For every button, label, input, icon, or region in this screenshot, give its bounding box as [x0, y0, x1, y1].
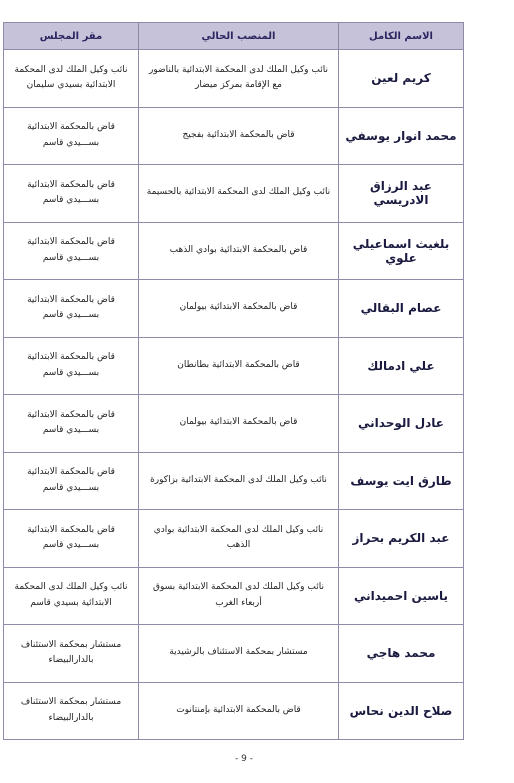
- cell-current-position: قاض بالمحكمة الابتدائية بوادي الذهب: [139, 222, 339, 280]
- cell-current-position: نائب وكيل الملك لدى المحكمة الابتدائية بوادي الذهب: [139, 510, 339, 568]
- page-number: - 9 -: [235, 754, 253, 764]
- header-current-position: المنصب الحالي: [139, 23, 339, 50]
- cell-full-name: محمد هاجي: [339, 625, 464, 683]
- cell-full-name: صلاح الدين نحاس: [339, 682, 464, 740]
- table-row: [4, 625, 464, 683]
- cell-council-seat: نائب وكيل الملك لدى المحكمة الابتدائية بسيدي سليمان: [4, 50, 139, 108]
- cell-full-name: كريم لعين: [339, 50, 464, 108]
- cell-current-position: نائب وكيل الملك لدى المحكمة الابتدائية بسوق أربعاء الغرب: [139, 567, 339, 625]
- cell-full-name: طارق ايت يوسف: [339, 452, 464, 510]
- cell-current-position: مستشار بمحكمة الاستئناف بالرشيدية: [139, 625, 339, 683]
- cell-full-name: علي ادمالك: [339, 337, 464, 395]
- table-row: [4, 510, 464, 568]
- cell-current-position: قاض بالمحكمة الابتدائية بفجيج: [139, 107, 339, 165]
- header-council-seat: مقر المجلس: [4, 23, 139, 50]
- header-full-name: الاسم الكامل: [339, 23, 464, 50]
- cell-council-seat: قاض بالمحكمة الابتدائية بســـيدي قاسم: [4, 510, 139, 568]
- cell-council-seat: قاض بالمحكمة الابتدائية بســـيدي قاسم: [4, 395, 139, 453]
- cell-full-name: عبد الرزاق الادريسي: [339, 165, 464, 223]
- table-row: [4, 107, 464, 165]
- cell-full-name: عادل الوحداني: [339, 395, 464, 453]
- cell-full-name: محمد انوار يوسفي: [339, 107, 464, 165]
- cell-council-seat: قاض بالمحكمة الابتدائية بســـيدي قاسم: [4, 107, 139, 165]
- cell-full-name: ياسين احميداني: [339, 567, 464, 625]
- table-row: [4, 337, 464, 395]
- cell-council-seat: مستشار بمحكمة الاستئناف بالدارالبيضاء: [4, 625, 139, 683]
- table-row: [4, 452, 464, 510]
- cell-council-seat: قاض بالمحكمة الابتدائية بســـيدي قاسم: [4, 222, 139, 280]
- table-row: [4, 165, 464, 223]
- cell-current-position: قاض بالمحكمة الابتدائية بإمنتانوت: [139, 682, 339, 740]
- cell-council-seat: نائب وكيل الملك لدى المحكمة الابتدائية بسيدي قاسم: [4, 567, 139, 625]
- cell-council-seat: قاض بالمحكمة الابتدائية بســـيدي قاسم: [4, 280, 139, 338]
- cell-current-position: نائب وكيل الملك لدى المحكمة الابتدائية بالناضور مع الإقامة بمركز ميضار: [139, 50, 339, 108]
- cell-council-seat: قاض بالمحكمة الابتدائية بســـيدي قاسم: [4, 165, 139, 223]
- cell-full-name: عصام البقالي: [339, 280, 464, 338]
- cell-current-position: نائب وكيل الملك لدى المحكمة الابتدائية بالحسيمة: [139, 165, 339, 223]
- cell-current-position: نائب وكيل الملك لدى المحكمة الابتدائية بزاكورة: [139, 452, 339, 510]
- table-row: [4, 395, 464, 453]
- appointments-table-container: [3, 22, 463, 740]
- table-row: [4, 222, 464, 280]
- table-row: [4, 50, 464, 108]
- table-row: [4, 567, 464, 625]
- cell-council-seat: قاض بالمحكمة الابتدائية بســـيدي قاسم: [4, 337, 139, 395]
- table-row: [4, 682, 464, 740]
- cell-full-name: عبد الكريم بحراز: [339, 510, 464, 568]
- table-row: [4, 280, 464, 338]
- appointments-table: [3, 22, 464, 740]
- cell-current-position: قاض بالمحكمة الابتدائية بيولمان: [139, 280, 339, 338]
- cell-current-position: قاض بالمحكمة الابتدائية بطانطان: [139, 337, 339, 395]
- cell-council-seat: مستشار بمحكمة الاستئناف بالدارالبيضاء: [4, 682, 139, 740]
- cell-council-seat: قاض بالمحكمة الابتدائية بســـيدي قاسم: [4, 452, 139, 510]
- cell-full-name: بلغيث اسماعيلي علوي: [339, 222, 464, 280]
- cell-current-position: قاض بالمحكمة الابتدائية بيولمان: [139, 395, 339, 453]
- table-header-row: [4, 23, 464, 50]
